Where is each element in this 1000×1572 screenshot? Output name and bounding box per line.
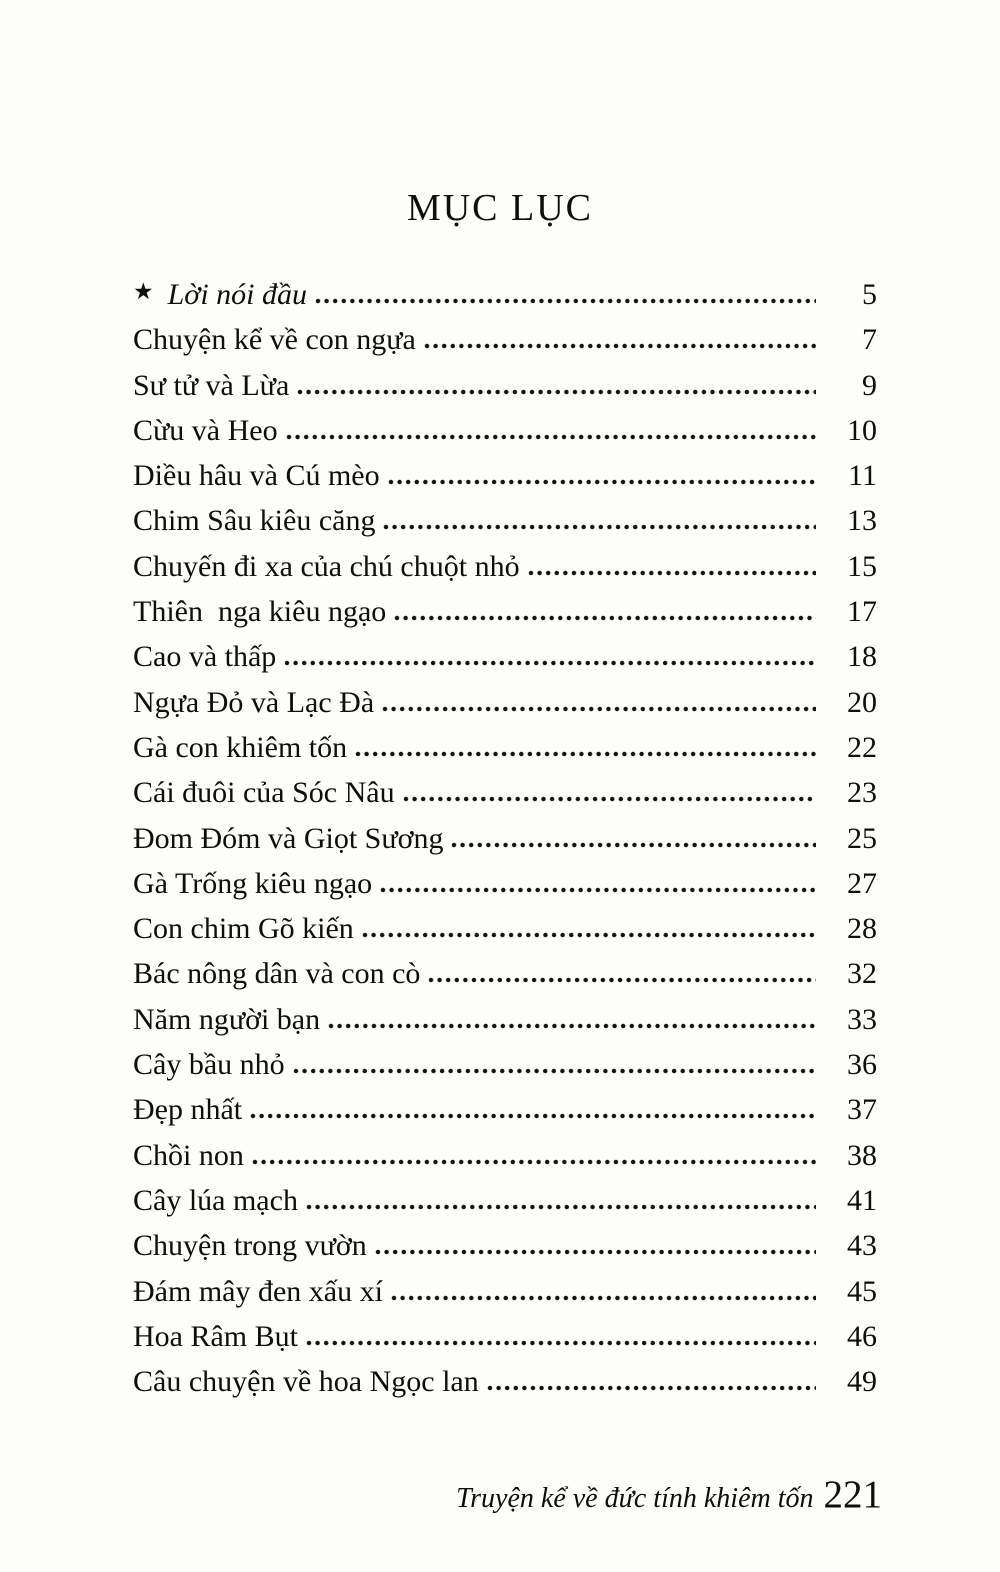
toc-entry xyxy=(133,1087,877,1132)
toc-entry-title: Chuyện kể về con ngựa xyxy=(133,323,416,357)
toc-entry xyxy=(133,680,877,725)
toc-entry-title: Đám mây đen xấu xí xyxy=(133,1274,383,1308)
toc-page-number: 45 xyxy=(847,1274,877,1308)
toc-page-number: 38 xyxy=(847,1138,877,1172)
toc-page-number: 18 xyxy=(847,640,877,674)
toc-page-number: 17 xyxy=(847,595,877,629)
toc-entry-title: Cây bầu nhỏ xyxy=(133,1048,285,1082)
toc-entry xyxy=(133,997,877,1042)
toc-page-number: 36 xyxy=(847,1048,877,1082)
toc-entry-title: Gà Trống kiêu ngạo xyxy=(133,866,373,900)
toc-page-number: 11 xyxy=(848,459,877,493)
toc-entry xyxy=(133,725,877,770)
dot-leader xyxy=(427,977,816,983)
toc-entry xyxy=(133,1359,877,1404)
toc-page-number: 41 xyxy=(847,1183,877,1217)
toc-entry xyxy=(133,1178,877,1223)
toc-entry xyxy=(133,589,877,634)
toc-page-number: 22 xyxy=(847,730,877,764)
dot-leader xyxy=(305,1204,816,1210)
dot-leader xyxy=(527,570,816,576)
toc-page-number: 32 xyxy=(847,957,877,991)
dot-leader xyxy=(249,1113,816,1119)
toc-entry-title: Cao và thấp xyxy=(133,640,277,674)
toc-entry-title: Chim Sâu kiêu căng xyxy=(133,504,376,538)
dot-leader xyxy=(296,389,816,395)
toc-entry-title: Chồi non xyxy=(133,1138,244,1172)
toc-page-number: 25 xyxy=(847,821,877,855)
toc-entry-title: Con chim Gõ kiến xyxy=(133,912,354,946)
toc-page-number: 43 xyxy=(847,1229,877,1263)
toc-page-number: 49 xyxy=(847,1365,877,1399)
toc-page-number: 37 xyxy=(847,1093,877,1127)
toc-list xyxy=(133,272,877,1404)
dot-leader xyxy=(450,842,816,848)
toc-entry xyxy=(133,1042,877,1087)
footer-book-title: Truyện kể về đức tính khiêm tốn xyxy=(456,1483,814,1514)
toc-entry xyxy=(133,544,877,589)
toc-page-number: 27 xyxy=(847,866,877,900)
toc-entry-title: Bác nông dân và con cò xyxy=(133,957,421,991)
toc-entry-title: Sư tử và Lừa xyxy=(133,368,290,402)
toc-entry xyxy=(133,634,877,679)
toc-entry xyxy=(133,816,877,861)
dot-leader xyxy=(390,1295,816,1301)
dot-leader xyxy=(382,524,816,530)
dot-leader xyxy=(379,887,816,893)
dot-leader xyxy=(292,1068,816,1074)
toc-entry xyxy=(133,1223,877,1268)
dot-leader xyxy=(354,751,816,757)
toc-entry xyxy=(133,408,877,453)
footer-page-number: 221 xyxy=(823,1473,882,1516)
toc-entry-title: Cừu và Heo xyxy=(133,413,278,447)
dot-leader xyxy=(283,660,816,666)
dot-leader xyxy=(314,298,816,304)
toc-entry xyxy=(133,1314,877,1359)
dot-leader xyxy=(393,615,816,621)
toc-entry xyxy=(133,861,877,906)
toc-page-number: 23 xyxy=(847,776,877,810)
star-icon: ★ xyxy=(133,279,154,304)
dot-leader xyxy=(423,343,816,349)
dot-leader xyxy=(381,706,816,712)
toc-entry xyxy=(133,453,877,498)
toc-entry xyxy=(133,951,877,996)
dot-leader xyxy=(305,1340,816,1346)
toc-page-number: 13 xyxy=(847,504,877,538)
toc-page-number: 20 xyxy=(847,685,877,719)
toc-entry-title: Thiên nga kiêu ngạo xyxy=(133,595,387,629)
toc-entry-title: Diều hâu và Cú mèo xyxy=(133,459,380,493)
dot-leader xyxy=(285,434,816,440)
toc-entry xyxy=(133,272,877,317)
dot-leader xyxy=(327,1023,816,1029)
toc-entry-title: Hoa Râm Bụt xyxy=(133,1319,298,1353)
toc-entry-title: Cái đuôi của Sóc Nâu xyxy=(133,776,395,810)
toc-entry-title: Câu chuyện về hoa Ngọc lan xyxy=(133,1365,479,1399)
page-title: MỤC LỤC xyxy=(406,187,594,229)
dot-leader xyxy=(361,932,816,938)
dot-leader xyxy=(374,1249,816,1255)
dot-leader xyxy=(387,479,816,485)
toc-page-number: 15 xyxy=(847,549,877,583)
dot-leader xyxy=(402,796,816,802)
toc-entry xyxy=(133,498,877,543)
toc-entry-title: Gà con khiêm tốn xyxy=(133,730,348,764)
toc-entry-title: Đẹp nhất xyxy=(133,1093,243,1127)
toc-entry-title: Đom Đóm và Giọt Sương xyxy=(133,821,444,855)
running-footer xyxy=(456,1472,882,1517)
toc-entry xyxy=(133,770,877,815)
toc-entry-title: Năm người bạn xyxy=(133,1002,321,1036)
toc-entry xyxy=(133,906,877,951)
toc-entry-title: Lời nói đầu xyxy=(167,278,307,311)
toc-entry xyxy=(133,1269,877,1314)
toc-page-number: 10 xyxy=(847,413,877,447)
dot-leader xyxy=(486,1385,816,1391)
toc-entry xyxy=(133,317,877,362)
toc-entry xyxy=(133,1133,877,1178)
toc-entry-title: Chuyện trong vườn xyxy=(133,1229,367,1263)
toc-page-number: 5 xyxy=(862,278,877,311)
toc-page-number: 28 xyxy=(847,912,877,946)
toc-page-number: 46 xyxy=(847,1319,877,1353)
toc-page-number: 9 xyxy=(862,368,877,402)
toc-page-number: 7 xyxy=(862,323,877,357)
toc-entry xyxy=(133,363,877,408)
toc-page-number: 33 xyxy=(847,1002,877,1036)
toc-entry-title: Cây lúa mạch xyxy=(133,1183,298,1217)
toc-entry-title: Chuyến đi xa của chú chuột nhỏ xyxy=(133,549,520,583)
toc-entry-title: Ngựa Đỏ và Lạc Đà xyxy=(133,685,375,719)
dot-leader xyxy=(251,1159,816,1165)
